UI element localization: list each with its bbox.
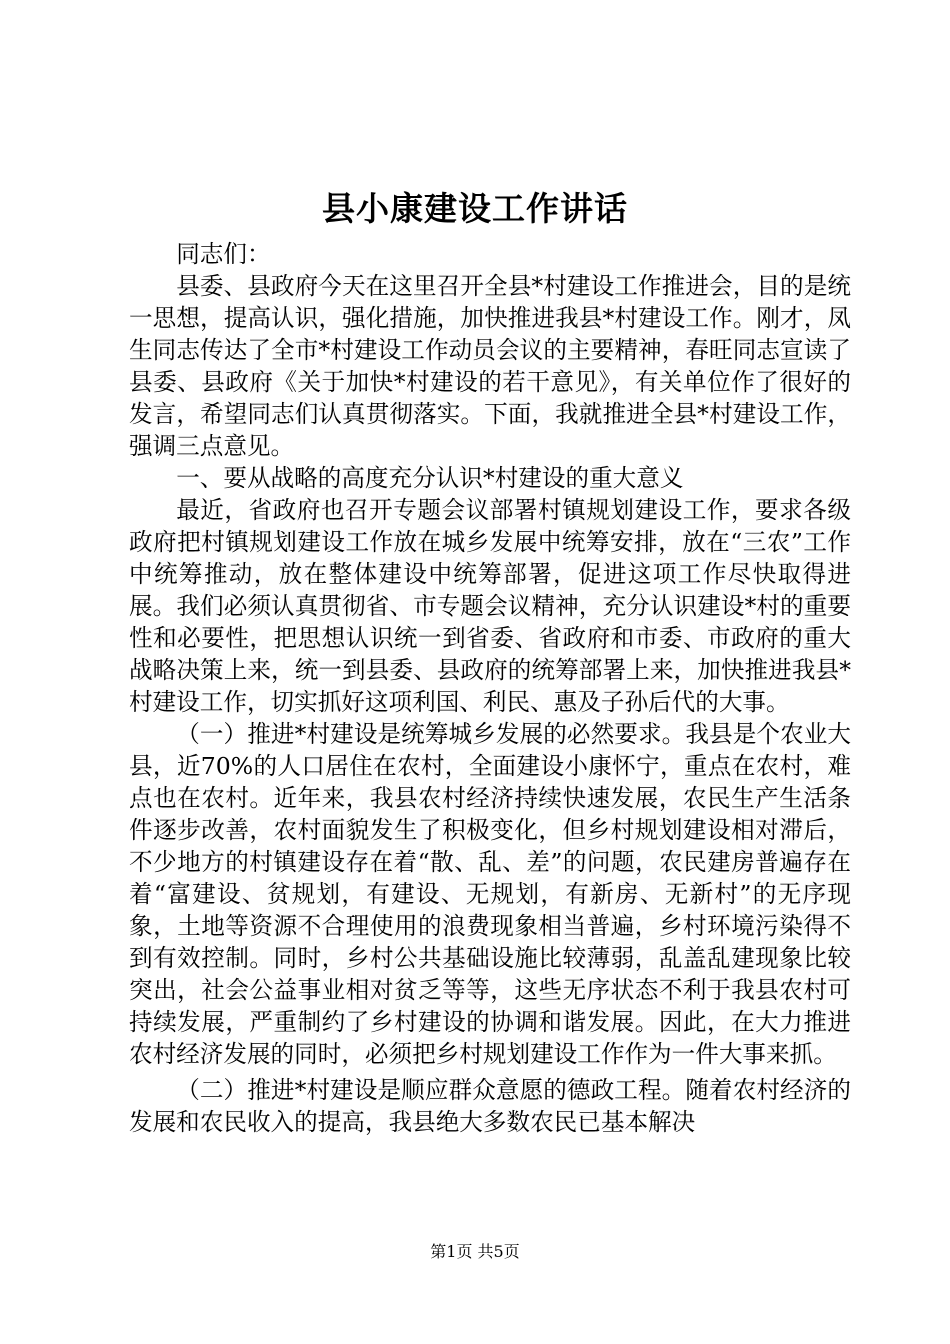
body-paragraph: 县委、县政府今天在这里召开全县*村建设工作推进会，目的是统一思想，提高认识，强化措施，加快推进我县*村建设工作。刚才，凤生同志传达了全市*村建设工作动员会议的主要精神，春旺同志宣读了县委、县政府《关于加快*村建设的若干意见》，有关单位作了很好的发言，希望同志们认真贯彻落实。下面，我就推进全县*村建设工作，强调三点意见。 (129, 272, 851, 460)
page-footer: 第1页 共5页 (430, 1242, 520, 1261)
document-title: 县小康建设工作讲话 (322, 189, 628, 228)
body-paragraph: （二）推进*村建设是顺应群众意愿的德政工程。随着农村经济的发展和农民收入的提高，我县绝大多数农民已基本解决 (129, 1076, 851, 1136)
body-paragraph: （一）推进*村建设是统筹城乡发展的必然要求。我县是个农业大县，近70%的人口居住在农村，全面建设小康怀宁，重点在农村，难点也在农村。近年来，我县农村经济持续快速发展，农民生产生活条件逐步改善，农村面貌发生了积极变化，但乡村规划建设相对滞后，不少地方的村镇建设存在着“散、乱、差”的问题，农民建房普遍存在着“富建设、贫规划，有建设、无规划，有新房、无新村”的无序现象，土地等资源不合理使用的浪费现象相当普遍，乡村环境污染得不到有效控制。同时，乡村公共基础设施比较薄弱，乱盖乱建现象比较突出，社会公益事业相对贫乏等等，这些无序状态不利于我县农村可持续发展，严重制约了乡村建设的协调和谐发展。因此，在大力推进农村经济发展的同时，必须把乡村规划建设工作作为一件大事来抓。 (129, 720, 851, 1068)
salutation: 同志们： (176, 240, 271, 268)
body-paragraph: 最近，省政府也召开专题会议部署村镇规划建设工作，要求各级政府把村镇规划建设工作放在城乡发展中统筹安排，放在“三农”工作中统筹推动，放在整体建设中统筹部署，促进这项工作尽快取得进展。我们必须认真贯彻省、市专题会议精神，充分认识建设*村的重要性和必要性，把思想认识统一到省委、省政府和市委、市政府的重大战略决策上来，统一到县委、县政府的统筹部署上来，加快推进我县*村建设工作，切实抓好这项利国、利民、惠及子孙后代的大事。 (129, 496, 851, 716)
section-heading: 一、要从战略的高度充分认识*村建设的重大意义 (176, 464, 684, 492)
document-body (129, 238, 851, 1138)
